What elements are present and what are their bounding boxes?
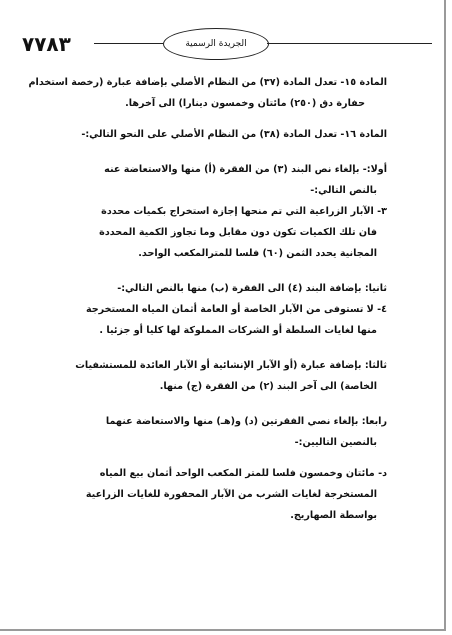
page-number: ٧٧٨٣ [22, 32, 71, 56]
clause-fourth-line-1: رابعا: بإلغاء نصي الفقرتين (د) و(هـ) منها والاستعاضة عنهما [105, 416, 387, 427]
clause-fourth-line-2: بالنصين التاليين:- [294, 437, 377, 448]
clause-third-line-1: ثالثا: بإضافة عبارة (أو الآبار الإنشائية أو الآبار العائدة للمستشفيات [75, 360, 387, 371]
clause-third-line-2: الخاصة) الى آخر البند (٢) من الفقرة (ج) منها. [159, 381, 377, 392]
clause-first-item-line-3: المجانية يحدد الثمن (٦٠) فلسا للمترالمكعب الواحد. [138, 248, 377, 259]
document-body [28, 72, 387, 526]
gazette-name: الجريدة الرسمية [185, 39, 247, 49]
gazette-name-oval [163, 28, 269, 60]
clause-fourth-item-line-1: د- مائتان وخمسون فلسا للمتر المكعب الواحد أثمان بيع المياه [99, 468, 387, 479]
clause-first-heading [70, 159, 387, 201]
article-16-line: المادة ١٦- تعدل المادة (٣٨) من النظام الأصلي على النحو التالي:- [81, 129, 387, 140]
clause-fourth-item-line-2: المستخرجة لغايات الشرب من الآبار المحفورة للغايات الزراعية [85, 489, 377, 500]
clause-second-item-line-1: ٤- لا تستوفى من الآبار الخاصة أو العامة أثمان المياه المستخرجة [85, 304, 387, 315]
article-15 [28, 72, 387, 114]
clause-fourth-item [70, 463, 387, 526]
clause-third [70, 355, 387, 397]
clause-first-line-2: بالنص التالي:- [310, 185, 377, 196]
page-header [18, 28, 432, 64]
clause-fourth-item-line-3: بواسطة الصهاريج. [290, 510, 377, 521]
clause-first-item [70, 201, 387, 264]
clause-second-item [70, 299, 387, 341]
clause-first-line-1: أولا:- بإلغاء نص البند (٣) من الفقرة (أ) منها والاستعاضة عنه [104, 164, 387, 175]
header-rule-right [267, 43, 432, 44]
clause-first-item-line-2: فان تلك الكميات تكون دون مقابل وما تجاوز الكمية المحددة [99, 227, 377, 238]
clause-fourth-heading [70, 411, 387, 453]
article-15-line-2: حفارة دق (٢٥٠) مائتان وخمسون دينارا) الى آخرها. [125, 98, 365, 109]
clause-second-line: ثانيا: بإضافة البند (٤) الى الفقرة (ب) منها بالنص التالي:- [117, 283, 387, 294]
article-15-line-1: المادة ١٥- تعدل المادة (٣٧) من النظام الأصلي بإضافة عبارة (رخصة استخدام [28, 77, 387, 88]
clause-second-heading [70, 278, 387, 299]
header-rule-left [94, 43, 163, 44]
clause-first-item-line-1: ٣- الآبار الزراعية التي تم منحها إجازة استخراج بكميات محددة [101, 206, 387, 217]
article-16 [70, 124, 387, 145]
clause-second-item-line-2: منها لغايات السلطة أو الشركات المملوكة لها كليا أو جزئيا . [99, 325, 377, 336]
